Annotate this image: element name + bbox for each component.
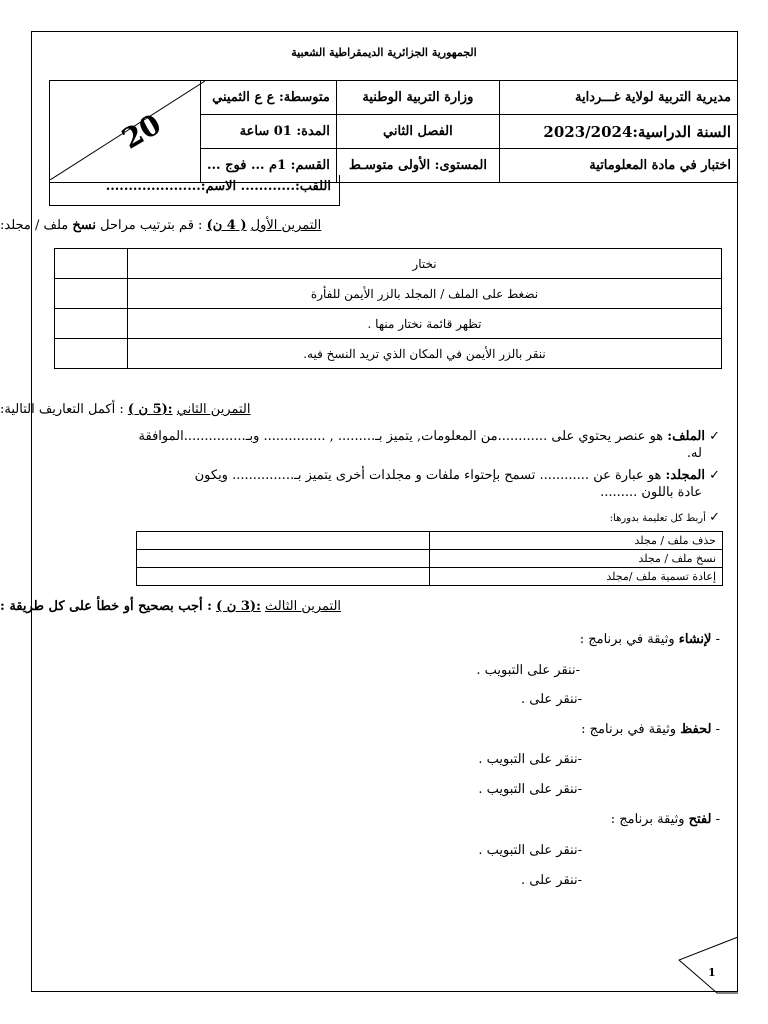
ex3-item [0, 843, 582, 858]
republic-title: الجمهورية الجزائرية الديمقراطية الشعبية [291, 46, 477, 59]
folder-text: هو عبارة عن ............ تسمح بإحتواء ملفات و مجلدات أخرى يتميز بـ............... ويكون [194, 468, 662, 483]
answer-cell[interactable] [137, 568, 430, 586]
ex1-table [54, 248, 722, 369]
ex1-bold: نسخ [72, 218, 96, 233]
order-cell[interactable] [55, 309, 128, 339]
item-prefix: - [711, 722, 720, 737]
term-cell: الفصل الثاني [336, 115, 499, 149]
item-text: -ننقر على التبويب . [478, 752, 582, 767]
answer-cell[interactable] [137, 550, 430, 568]
instruction-cell: حذف ملف / مجلد [430, 532, 723, 550]
ex3-item [0, 812, 720, 827]
step-cell: ننقر بالزر الأيمن في المكان الذي تريد النسخ فيه. [128, 339, 722, 369]
check-icon: ✓ [709, 468, 720, 483]
ex3-item [0, 752, 582, 767]
year-cell: السنة الدراسية:2023/2024 [499, 115, 737, 149]
check-icon: ✓ [709, 429, 720, 444]
link-text: أربط كل تعليمة بدورها: [609, 513, 706, 524]
grade-value: 20 [116, 107, 167, 156]
exam-cell: اختبار في مادة المعلوماتية [499, 149, 737, 183]
item-text: -ننقر على . [521, 873, 582, 888]
item-text: -ننقر على التبويب . [476, 663, 580, 678]
item-prefix: - [711, 812, 720, 827]
page-number: 1 [708, 966, 716, 979]
link-instruction [0, 510, 720, 525]
item-text: وثيقة برنامج : [610, 812, 689, 827]
item-text: وثيقة في برنامج : [581, 722, 681, 737]
section-cell: القسم: 1م ... فوج ... [201, 149, 337, 183]
item-bold: لإنشاء [678, 632, 712, 647]
ex2-table [136, 531, 723, 586]
file-label: الملف: [667, 429, 705, 444]
ex1-text: : قم بترتيب مراحل [100, 218, 203, 233]
table-row [55, 339, 722, 369]
check-icon: ✓ [709, 510, 720, 525]
ex2-label: التمرين الثاني [176, 402, 251, 417]
ex3-title [0, 599, 721, 614]
item-bold: لفتح [688, 812, 712, 827]
table-row [55, 279, 722, 309]
ex2-points: :(5 ن ) [127, 402, 173, 417]
table-row [137, 568, 723, 586]
instruction-cell: نسخ ملف / مجلد [430, 550, 723, 568]
ex3-item [0, 873, 582, 888]
ex3-points: :(3 ن ) [216, 599, 261, 614]
item-bold: لحفظ [680, 722, 712, 737]
table-row [137, 550, 723, 568]
ex3-item [0, 632, 720, 647]
ex1-points: ( 4 ن) [206, 218, 247, 233]
level-cell: المستوى: الأولى متوسـط [336, 149, 499, 183]
item-text: -ننقر على . [521, 692, 582, 707]
ex3-item [0, 782, 582, 797]
duration-cell: المدة: 01 ساعة [201, 115, 337, 149]
ex1-end: ملف / مجلد: [0, 218, 69, 233]
table-row [55, 249, 722, 279]
page-number-badge [677, 935, 739, 995]
folder-definition [34, 467, 720, 501]
step-cell: تظهر قائمة نختار منها . [128, 309, 722, 339]
name-box[interactable]: اللقب:............ الاسم:..................... [49, 175, 340, 206]
ministry-cell: وزارة التربية الوطنية [336, 81, 499, 115]
header-table [49, 80, 738, 183]
order-cell[interactable] [55, 249, 128, 279]
grade-box [50, 81, 201, 183]
table-row [137, 532, 723, 550]
ex1-title [0, 218, 721, 233]
folder-cont: عادة باللون ......... [600, 485, 702, 500]
ex3-label: التمرين الثالث [265, 599, 342, 614]
ex3-item [0, 692, 582, 707]
ex2-title [0, 402, 721, 417]
item-text: -ننقر على التبويب . [478, 782, 582, 797]
ex3-text: : أجب بصحيح أو خطأ على كل طريقة : [0, 599, 212, 614]
ex3-item [0, 663, 720, 678]
answer-cell[interactable] [137, 532, 430, 550]
item-text: وثيقة في برنامج : [579, 632, 679, 647]
folder-label: المجلد: [665, 468, 705, 483]
table-row [55, 309, 722, 339]
file-text: هو عنصر يحتوي على ............من المعلومات, يتميز بـ......... , ............... وبـ...............الموافقة [138, 429, 664, 444]
step-cell: نضغط على الملف / المجلد بالزر الأيمن للفأرة [128, 279, 722, 309]
directorate-cell: مديرية التربية لولاية غـــرداية [499, 81, 737, 115]
ex2-text: : أكمل التعاريف التالية: [0, 402, 124, 417]
instruction-cell: إعادة تسمية ملف /مجلد [430, 568, 723, 586]
order-cell[interactable] [55, 339, 128, 369]
file-definition [34, 428, 720, 462]
order-cell[interactable] [55, 279, 128, 309]
ex3-item [0, 722, 720, 737]
school-cell: متوسطة: ع ع الثميني [201, 81, 337, 115]
ex1-label: التمرين الأول [250, 218, 322, 233]
step-cell: نختار [128, 249, 722, 279]
item-text: -ننقر على التبويب . [478, 843, 582, 858]
item-prefix: - [711, 632, 720, 647]
file-cont: له. [686, 446, 702, 461]
